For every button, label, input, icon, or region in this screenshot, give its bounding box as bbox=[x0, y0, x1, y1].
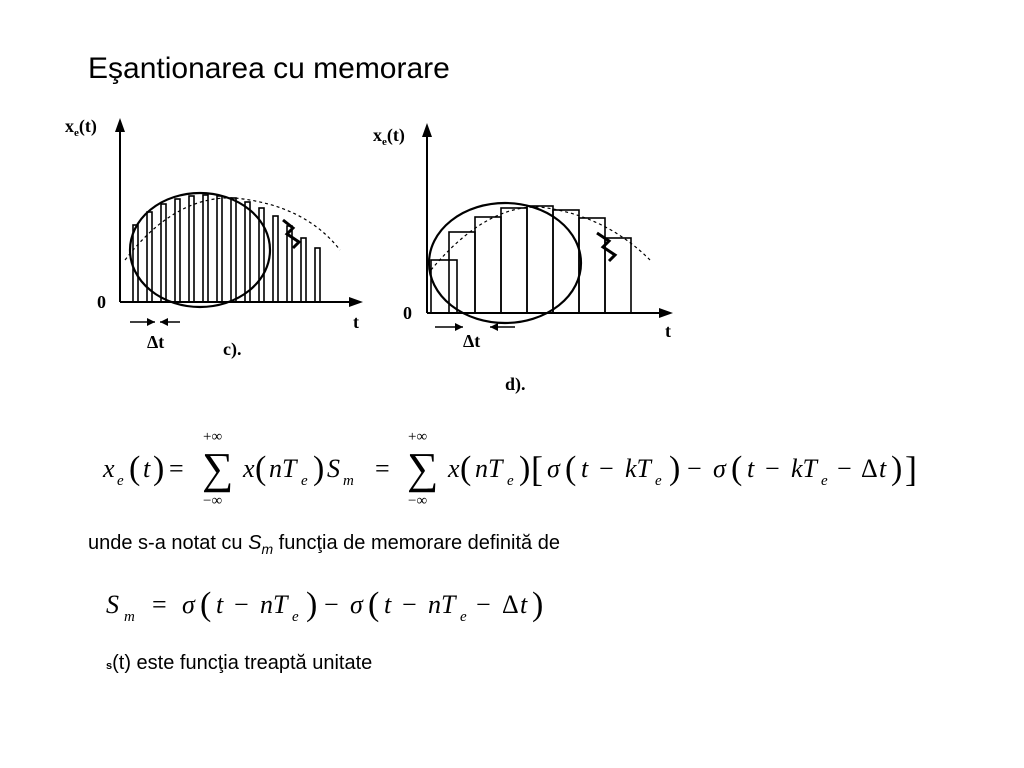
svg-text:Δ: Δ bbox=[861, 454, 878, 483]
svg-text:m: m bbox=[343, 473, 354, 489]
sample-bar bbox=[273, 216, 278, 302]
svg-text:x: x bbox=[103, 454, 115, 483]
sample-bar bbox=[475, 217, 501, 313]
sample-bar bbox=[579, 218, 605, 313]
svg-text:=: = bbox=[169, 454, 184, 483]
svg-text:S: S bbox=[106, 590, 119, 619]
delta-label-c: Δt bbox=[147, 332, 165, 352]
svg-text:x: x bbox=[243, 454, 255, 483]
svg-text:t: t bbox=[143, 454, 151, 483]
svg-text:(: ( bbox=[565, 450, 577, 487]
origin-label-c: 0 bbox=[97, 292, 106, 312]
svg-text:): ) bbox=[669, 450, 681, 487]
svg-text:σ: σ bbox=[350, 590, 363, 619]
figure-c bbox=[55, 110, 375, 370]
svg-text:−: − bbox=[402, 590, 417, 619]
svg-text:−: − bbox=[476, 590, 491, 619]
x-axis-label-d: t bbox=[665, 321, 671, 341]
svg-text:t: t bbox=[879, 454, 887, 483]
svg-text:e: e bbox=[655, 473, 662, 489]
svg-text:nT: nT bbox=[269, 454, 297, 483]
sample-bar bbox=[527, 206, 553, 313]
svg-text:−: − bbox=[765, 454, 780, 483]
svg-text:[: [ bbox=[531, 449, 543, 489]
sample-bar bbox=[501, 208, 527, 313]
svg-text:e: e bbox=[821, 473, 828, 489]
svg-text:): ) bbox=[313, 450, 325, 487]
svg-text:): ) bbox=[532, 586, 544, 623]
svg-text:−: − bbox=[687, 454, 702, 483]
svg-text:t: t bbox=[384, 590, 392, 619]
svg-text:nT: nT bbox=[260, 590, 288, 619]
svg-text:σ: σ bbox=[547, 454, 560, 483]
svg-text:(: ( bbox=[731, 450, 743, 487]
svg-text:t: t bbox=[747, 454, 755, 483]
definition-sentence: unde s-a notat cu $S_m$ funcţia de memorare definită de bbox=[88, 532, 560, 557]
svg-text:∑: ∑ bbox=[407, 444, 439, 493]
memory-function-equation bbox=[100, 575, 580, 635]
svg-text:(: ( bbox=[368, 586, 380, 623]
svg-text:e: e bbox=[507, 473, 514, 489]
svg-text:kT: kT bbox=[625, 454, 651, 483]
delta-label-d: Δt bbox=[463, 331, 481, 351]
svg-text:−: − bbox=[324, 590, 339, 619]
sample-bar bbox=[175, 199, 180, 302]
sample-bar bbox=[231, 198, 236, 302]
svg-text:nT: nT bbox=[428, 590, 456, 619]
svg-text:e: e bbox=[301, 473, 308, 489]
svg-text:m: m bbox=[124, 609, 135, 625]
svg-text:=: = bbox=[375, 454, 390, 483]
svg-text:t: t bbox=[216, 590, 224, 619]
svg-text:Δ: Δ bbox=[502, 590, 519, 619]
origin-label-d: 0 bbox=[403, 303, 412, 323]
svg-text:): ) bbox=[153, 450, 165, 487]
svg-text:e: e bbox=[117, 473, 124, 489]
figure-d bbox=[365, 115, 695, 400]
sample-bar bbox=[133, 225, 138, 302]
y-axis-label-d: $x_e(t)$ bbox=[373, 125, 405, 148]
svg-text:S: S bbox=[327, 454, 340, 483]
svg-text:=: = bbox=[152, 590, 167, 619]
svg-text:−: − bbox=[234, 590, 249, 619]
sample-bar bbox=[301, 238, 306, 302]
step-function-note: s(t) este funcţia treaptă unitate bbox=[106, 652, 373, 674]
caption-c: c). bbox=[223, 339, 242, 359]
svg-text:+∞: +∞ bbox=[408, 429, 428, 445]
y-axis-label-c: $x_e(t)$ bbox=[65, 116, 97, 139]
svg-text:t: t bbox=[581, 454, 589, 483]
svg-text:): ) bbox=[306, 586, 318, 623]
x-axis-label-c: t bbox=[353, 312, 359, 332]
sample-bar bbox=[161, 204, 166, 302]
sample-bar bbox=[189, 196, 194, 302]
svg-text:−: − bbox=[599, 454, 614, 483]
main-equation bbox=[95, 425, 945, 515]
slide-title: Eşantionarea cu memorare bbox=[88, 52, 450, 85]
svg-text:): ) bbox=[891, 450, 903, 487]
svg-text:−∞: −∞ bbox=[408, 493, 428, 509]
svg-text:(: ( bbox=[129, 450, 141, 487]
svg-text:−: − bbox=[837, 454, 852, 483]
svg-text:]: ] bbox=[905, 449, 917, 489]
sample-bar bbox=[315, 248, 320, 302]
svg-text:e: e bbox=[292, 609, 299, 625]
svg-text:(: ( bbox=[460, 450, 472, 487]
svg-text:): ) bbox=[519, 450, 531, 487]
sample-bar bbox=[217, 196, 222, 302]
svg-text:∑: ∑ bbox=[202, 444, 234, 493]
svg-text:nT: nT bbox=[475, 454, 503, 483]
svg-text:σ: σ bbox=[182, 590, 195, 619]
sample-bar bbox=[245, 202, 250, 302]
sample-bar bbox=[203, 195, 208, 302]
svg-text:kT: kT bbox=[791, 454, 817, 483]
svg-text:−∞: −∞ bbox=[203, 493, 223, 509]
caption-d: d). bbox=[505, 374, 526, 394]
svg-text:σ: σ bbox=[713, 454, 726, 483]
svg-text:(: ( bbox=[255, 450, 267, 487]
svg-text:e: e bbox=[460, 609, 467, 625]
svg-text:x: x bbox=[448, 454, 460, 483]
svg-text:+∞: +∞ bbox=[203, 429, 223, 445]
svg-text:(: ( bbox=[200, 586, 212, 623]
svg-text:t: t bbox=[520, 590, 528, 619]
sample-bar bbox=[449, 232, 475, 313]
